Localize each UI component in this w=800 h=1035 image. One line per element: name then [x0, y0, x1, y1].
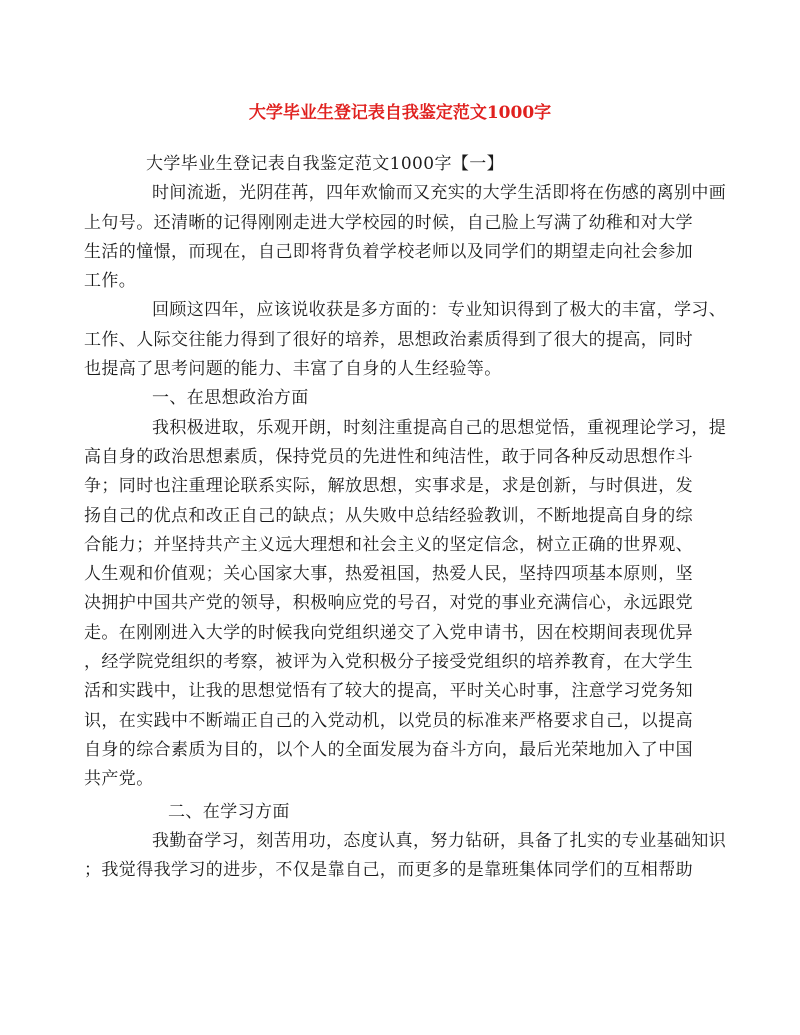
text-line: 扬自己的优点和改正自己的缺点；从失败中总结经验教训，不断地提高自身的综	[84, 505, 693, 526]
text-line: 识，在实践中不断端正自己的入党动机，以党员的标准来严格要求自己，以提高	[84, 710, 693, 731]
document-title: 大学毕业生登记表自我鉴定范文1000字	[248, 103, 552, 123]
text-line: 自身的综合素质为目的，以个人的全面发展为奋斗方向，最后光荣地加入了中国	[84, 739, 693, 760]
paragraph-3	[84, 414, 727, 795]
text-line: 人生观和价值观；关心国家大事，热爱祖国，热爱人民，坚持四项基本原则，坚	[84, 564, 693, 585]
text-line: 活和实践中，让我的思想觉悟有了较大的提高，平时关心时事，注意学习党务知	[84, 681, 693, 702]
text-line: 我积极进取，乐观开朗，时刻注重提高自己的思想觉悟，重视理论学习，提	[152, 417, 727, 438]
text-line: 我勤奋学习，刻苦用功，态度认真，努力钻研，具备了扎实的专业基础知识	[152, 830, 727, 851]
text-line: 高自身的政治思想素质，保持党员的先进性和纯洁性，敢于同各种反动思想作斗	[84, 446, 693, 467]
text-line: 生活的憧憬，而现在，自己即将背负着学校老师以及同学们的期望走向社会参加	[84, 241, 693, 262]
text-line: 合能力；并坚持共产主义远大理想和社会主义的坚定信念，树立正确的世界观、	[84, 534, 693, 555]
text-line: 也提高了思考问题的能力、丰富了自身的人生经验等。	[84, 359, 502, 380]
text-line: 决拥护中国共产党的领导，积极响应党的号召，对党的事业充满信心，永远跟党	[84, 593, 693, 614]
text-line: 时间流逝，光阴荏苒，四年欢愉而又充实的大学生活即将在伤感的离别中画	[152, 183, 727, 204]
text-line: 工作、人际交往能力得到了很好的培养，思想政治素质得到了很大的提高，同时	[84, 329, 693, 350]
paragraph-1	[84, 179, 727, 296]
text-line: 共产党。	[84, 769, 154, 790]
paragraph-4	[84, 827, 727, 886]
text-line: 争；同时也注重理论联系实际，解放思想，实事求是，求是创新，与时俱进，发	[84, 476, 693, 497]
text-line: 上句号。还清晰的记得刚刚走进大学校园的时候，自己脸上写满了幼稚和对大学	[84, 212, 693, 233]
text-line: ；我觉得我学习的进步，不仅是靠自己，而更多的是靠班集体同学们的互相帮助	[84, 860, 693, 881]
text-line: 回顾这四年，应该说收获是多方面的：专业知识得到了极大的丰富，学习、	[152, 300, 727, 321]
section-heading-study: 二、在学习方面	[168, 801, 290, 822]
document-body	[84, 150, 727, 885]
section-heading-political: 一、在思想政治方面	[152, 388, 309, 409]
text-line: ，经学院党组织的考察，被评为入党积极分子接受党组织的培养教育，在大学生	[84, 652, 693, 673]
text-line: 走。在刚刚进入大学的时候我向党组织递交了入党申请书，因在校期间表现优异	[84, 622, 693, 643]
paragraph-2	[84, 296, 727, 384]
text-line: 工作。	[84, 271, 137, 292]
section-subtitle: 大学毕业生登记表自我鉴定范文1000字【一】	[146, 154, 505, 174]
